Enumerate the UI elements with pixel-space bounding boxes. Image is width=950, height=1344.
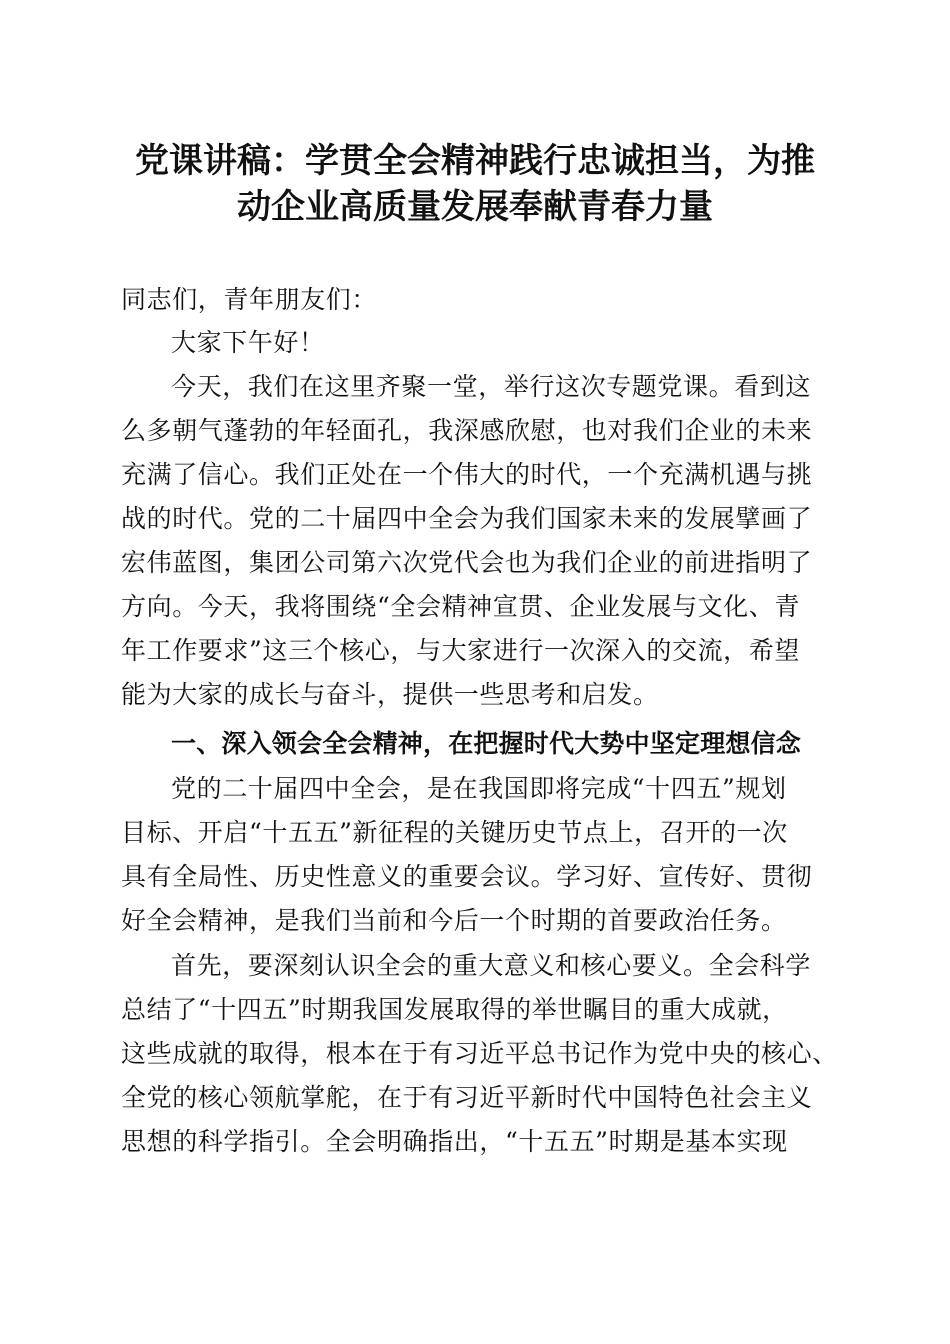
section-heading: 一、深入领会全会精神，在把握时代大势中坚定理想信念 [171, 729, 802, 758]
paragraph-line: 思想的科学指引。全会明确指出，“十五五”时期是基本实现 [121, 1127, 788, 1156]
paragraph-line: 充满了信心。我们正处在一个伟大的时代，一个充满机遇与挑 [121, 460, 813, 489]
greeting: 大家下午好！ [171, 328, 325, 357]
paragraph-line: 全党的核心领航掌舵，在于有习近平新时代中国特色社会主义 [121, 1083, 813, 1112]
paragraph-line: 具有全局性、历史性意义的重要会议。学习好、宣传好、贯彻 [121, 862, 813, 891]
paragraph-line: 方向。今天，我将围绕“全会精神宣贯、企业发展与文化、青 [121, 592, 800, 621]
paragraph-line: 这些成就的取得，根本在于有习近平总书记作为党中央的核心、 [121, 1039, 838, 1068]
salutation: 同志们，青年朋友们： [121, 285, 378, 314]
paragraph-line: 么多朝气蓬勃的年轻面孔，我深感欣慰，也对我们企业的未来 [121, 416, 813, 445]
paragraph-line: 能为大家的成长与奋斗，提供一些思考和启发。 [121, 680, 659, 709]
paragraph-line: 首先，要深刻认识全会的重大意义和核心要义。全会科学 [171, 951, 812, 980]
paragraph-line: 总结了“十四五”时期我国发展取得的举世瞩目的重大成就， [121, 995, 788, 1024]
paragraph-line: 宏伟蓝图，集团公司第六次党代会也为我们企业的前进指明了 [121, 548, 813, 577]
paragraph-line: 战的时代。党的二十届四中全会为我们国家未来的发展擘画了 [121, 504, 813, 533]
paragraph-line: 党的二十届四中全会，是在我国即将完成“十四五”规划 [171, 774, 787, 803]
paragraph-line: 年工作要求”这三个核心，与大家进行一次深入的交流，希望 [121, 636, 800, 665]
paragraph-line: 今天，我们在这里齐聚一堂，举行这次专题党课。看到这 [171, 372, 812, 401]
document-title-line-2: 动企业高质量发展奉献青春力量 [237, 187, 713, 227]
paragraph-line: 好全会精神，是我们当前和今后一个时期的首要政治任务。 [121, 906, 787, 935]
paragraph-line: 目标、开启“十五五”新征程的关键历史节点上，召开的一次 [121, 818, 788, 847]
document-title-line-1: 党课讲稿：学贯全会精神践行忠诚担当，为推 [135, 141, 815, 181]
